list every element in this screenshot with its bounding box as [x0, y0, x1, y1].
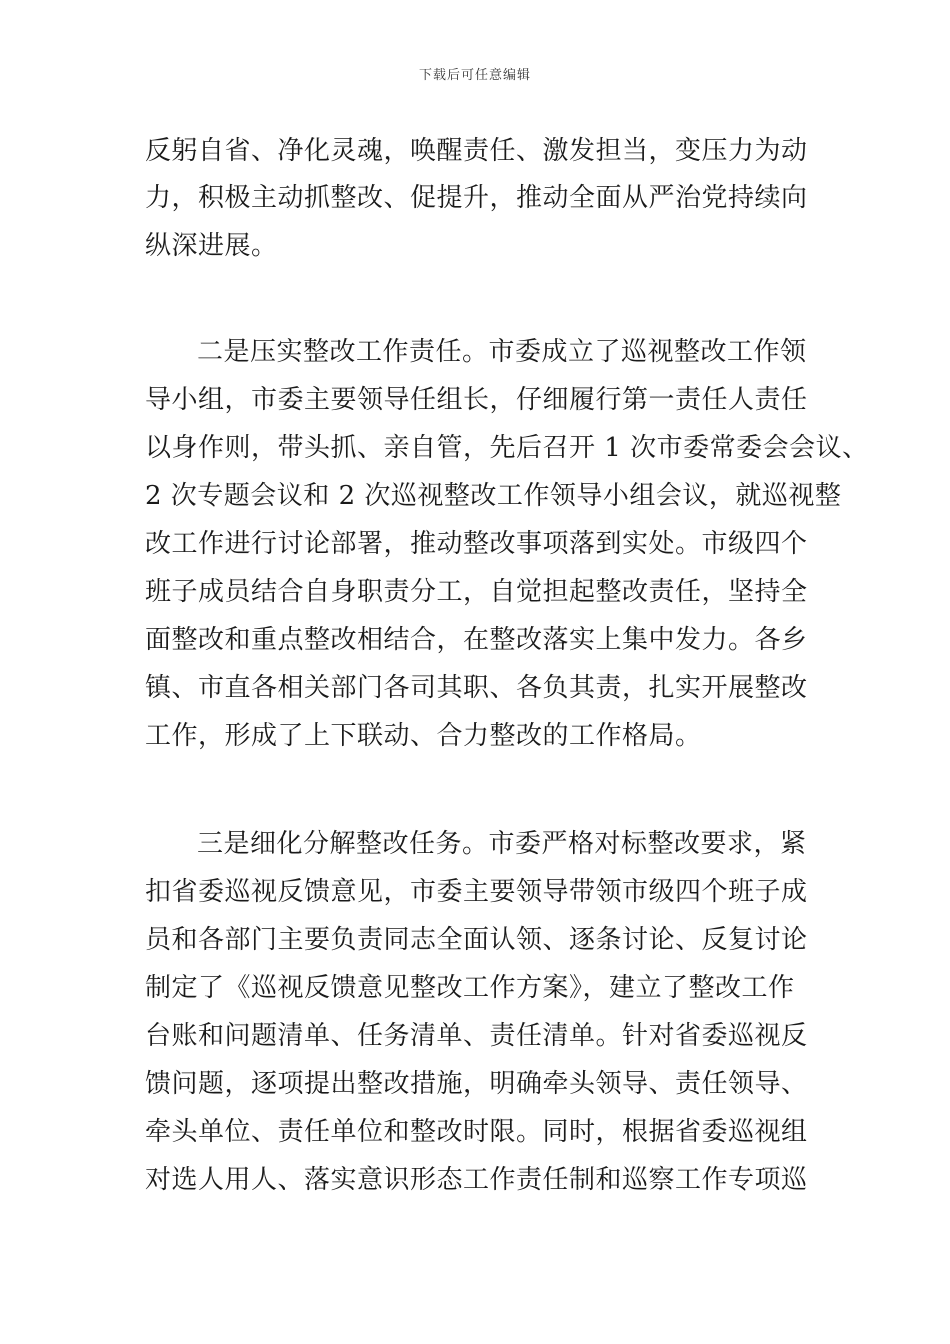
text-line: 班子成员结合自身职责分工，自觉担起整改责任，坚持全	[145, 577, 808, 607]
text-line: 员和各部门主要负责同志全面认领、逐条讨论、反复讨论	[145, 925, 808, 955]
page-header: 下载后可任意编辑	[418, 68, 531, 83]
text-line: 三是细化分解整改任务。市委严格对标整改要求，紧	[197, 829, 807, 859]
text-line: 扣省委巡视反馈意见，市委主要领导带领市级四个班子成	[145, 877, 808, 907]
text-line: 以身作则，带头抓、亲自管，先后召开 1 次市委常委会会议、	[145, 433, 869, 463]
text-line: 力，积极主动抓整改、促提升，推动全面从严治党持续向	[145, 183, 808, 213]
text-line: 工作，形成了上下联动、合力整改的工作格局。	[145, 721, 702, 751]
text-line: 牵头单位、责任单位和整改时限。同时，根据省委巡视组	[145, 1117, 808, 1147]
text-line: 面整改和重点整改相结合，在整改落实上集中发力。各乡	[145, 625, 808, 655]
text-line: 镇、市直各相关部门各司其职、各负其责，扎实开展整改	[145, 673, 808, 703]
text-line: 改工作进行讨论部署，推动整改事项落到实处。市级四个	[145, 529, 808, 559]
text-line: 二是压实整改工作责任。市委成立了巡视整改工作领	[197, 337, 807, 367]
text-line: 制定了《巡视反馈意见整改工作方案》，建立了整改工作	[145, 973, 795, 1003]
text-line: 台账和问题清单、任务清单、责任清单。针对省委巡视反	[145, 1021, 808, 1051]
text-line: 纵深进展。	[145, 231, 278, 261]
text-line: 2 次专题会议和 2 次巡视整改工作领导小组会议，就巡视整	[145, 481, 842, 511]
text-line: 馈问题，逐项提出整改措施，明确牵头领导、责任领导、	[145, 1069, 808, 1099]
text-line: 反躬自省、净化灵魂，唤醒责任、激发担当，变压力为动	[145, 136, 808, 166]
text-line: 导小组，市委主要领导任组长，仔细履行第一责任人责任	[145, 385, 808, 415]
text-line: 对选人用人、落实意识形态工作责任制和巡察工作专项巡	[145, 1165, 808, 1195]
